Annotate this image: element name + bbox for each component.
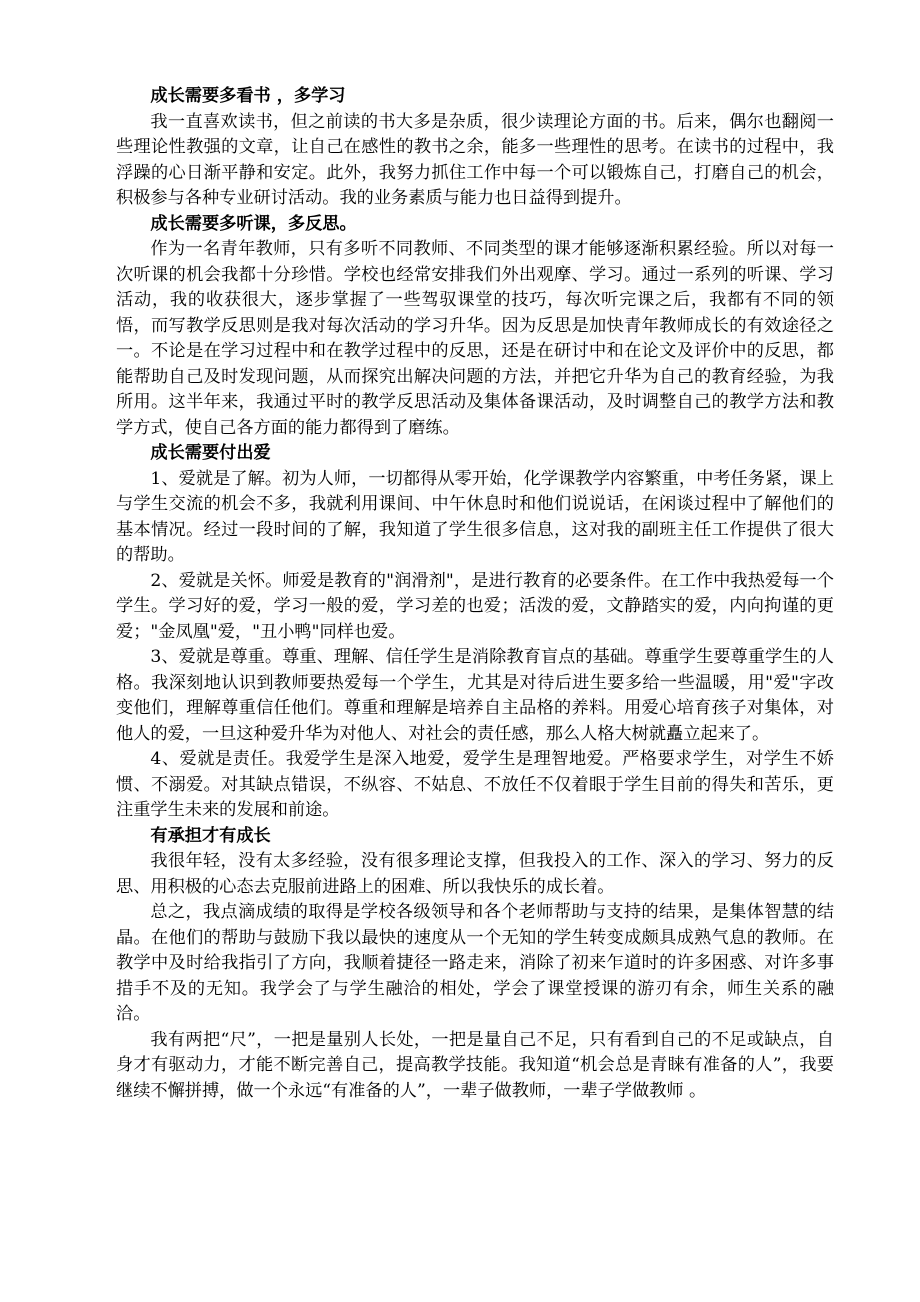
section-heading: 成长需要多看书 ，多学习: [150, 86, 346, 106]
document-body: [116, 84, 834, 1104]
section-love: [116, 441, 834, 824]
paragraph: 3、爱就是尊重。尊重、理解、信任学生是消除教育盲点的基础。尊重学生要尊重学生的人格。我深刻地认识到教师要热爱每一个学生，尤其是对待后进生要多给一些温暖，用"爱"字改变他们，理解尊重信任他们。尊重和理解是培养自主品格的养料。用爱心培育孩子对集体，对他人的爱，一旦这种爱升华为对他人、对社会的责任感，那么人格大树就矗立起来了。: [116, 647, 834, 744]
section-heading: 成长需要付出爱: [150, 443, 271, 463]
paragraph: 1、爱就是了解。初为人师，一切都得从零开始，化学课教学内容繁重，中考任务紧，课上与学生交流的机会不多，我就利用课间、中午休息时和他们说说话，在闲谈过程中了解他们的基本情况。经过一段时间的了解，我知道了学生很多信息，这对我的副班主任工作提供了很大的帮助。: [116, 468, 834, 565]
section-heading: 有承担才有成长: [150, 825, 271, 846]
paragraph: 总之，我点滴成绩的取得是学校各级领导和各个老师帮助与支持的结果，是集体智慧的结晶。在他们的帮助与鼓励下我以最快的速度从一个无知的学生转变成颇具成熟气息的教师。在教学中及时给我指引了方向，我顺着捷径一路走来，消除了初来乍道时的许多困惑、对许多事措手不及的无知。我学会了与学生融洽的相处，学会了课堂授课的游刃有余，师生关系的融洽。: [116, 902, 834, 1024]
paragraph: 4、爱就是责任。我爱学生是深入地爱，爱学生是理智地爱。严格要求学生，对学生不娇惯、不溺爱。对其缺点错误，不纵容、不姑息、不放任不仅着眼于学生目前的得失和苦乐，更注重学生未来的发展和前途。: [116, 749, 834, 820]
section-responsibility: [116, 824, 834, 1105]
paragraph: 2、爱就是关怀。师爱是教育的"润滑剂"，是进行教育的必要条件。在工作中我热爱每一个学生。学习好的爱，学习一般的爱，学习差的也爱；活泼的爱，文静踏实的爱，内向拘谨的更爱；"金凤凰"爱，"丑小鸭"同样也爱。: [116, 570, 834, 642]
section-observe-reflect: [116, 212, 834, 442]
paragraph: 我一直喜欢读书，但之前读的书大多是杂质，很少读理论方面的书。后来，偶尔也翻阅一些理论性教强的文章，让自己在感性的教书之余，能多一些理性的思考。在读书的过程中，我浮躁的心日渐平静和安定。此外，我努力抓住工作中每一个可以锻炼自己，打磨自己的机会，积极参与各种专业研讨活动。我的业务素质与能力也日益得到提升。: [116, 111, 834, 208]
paragraph: 我很年轻，没有太多经验，没有很多理论支撑，但我投入的工作、深入的学习、努力的反思、用积极的心态去克服前进路上的困难、所以我快乐的成长着。: [116, 851, 834, 897]
paragraph: 作为一名青年教师，只有多听不同教师、不同类型的课才能够逐渐积累经验。所以对每一次听课的机会我都十分珍惜。学校也经常安排我们外出观摩、学习。通过一系列的听课、学习活动，我的收获很大，逐步掌握了一些驾驭课堂的技巧，每次听完课之后，我都有不同的领悟，而写教学反思则是我对每次活动的学习升华。因为反思是加快青年教师成长的有效途径之一。不论是在学习过程中和在教学过程中的反思，还是在研讨中和在论文及评价中的反思，都能帮助自己及时发现问题，从而探究出解决问题的方法，并把它升华为自己的教育经验，为我所用。这半年来，我通过平时的教学反思活动及集体备课活动，及时调整自己的教学方法和教学方式，使自己各方面的能力都得到了磨练。: [116, 239, 834, 438]
section-reading: [116, 84, 834, 212]
paragraph: 我有两把“尺”，一把是量别人长处，一把是量自己不足，只有看到自己的不足或缺点，自身才有驱动力，才能不断完善自己，提高教学技能。我知道“机会总是青睐有准备的人”，我要继续不懈拼搏，做一个永远“有准备的人”，一辈子做教师，一辈子学做教师 。: [116, 1029, 834, 1101]
section-heading: 成长需要多听课，多反思。: [150, 213, 357, 234]
